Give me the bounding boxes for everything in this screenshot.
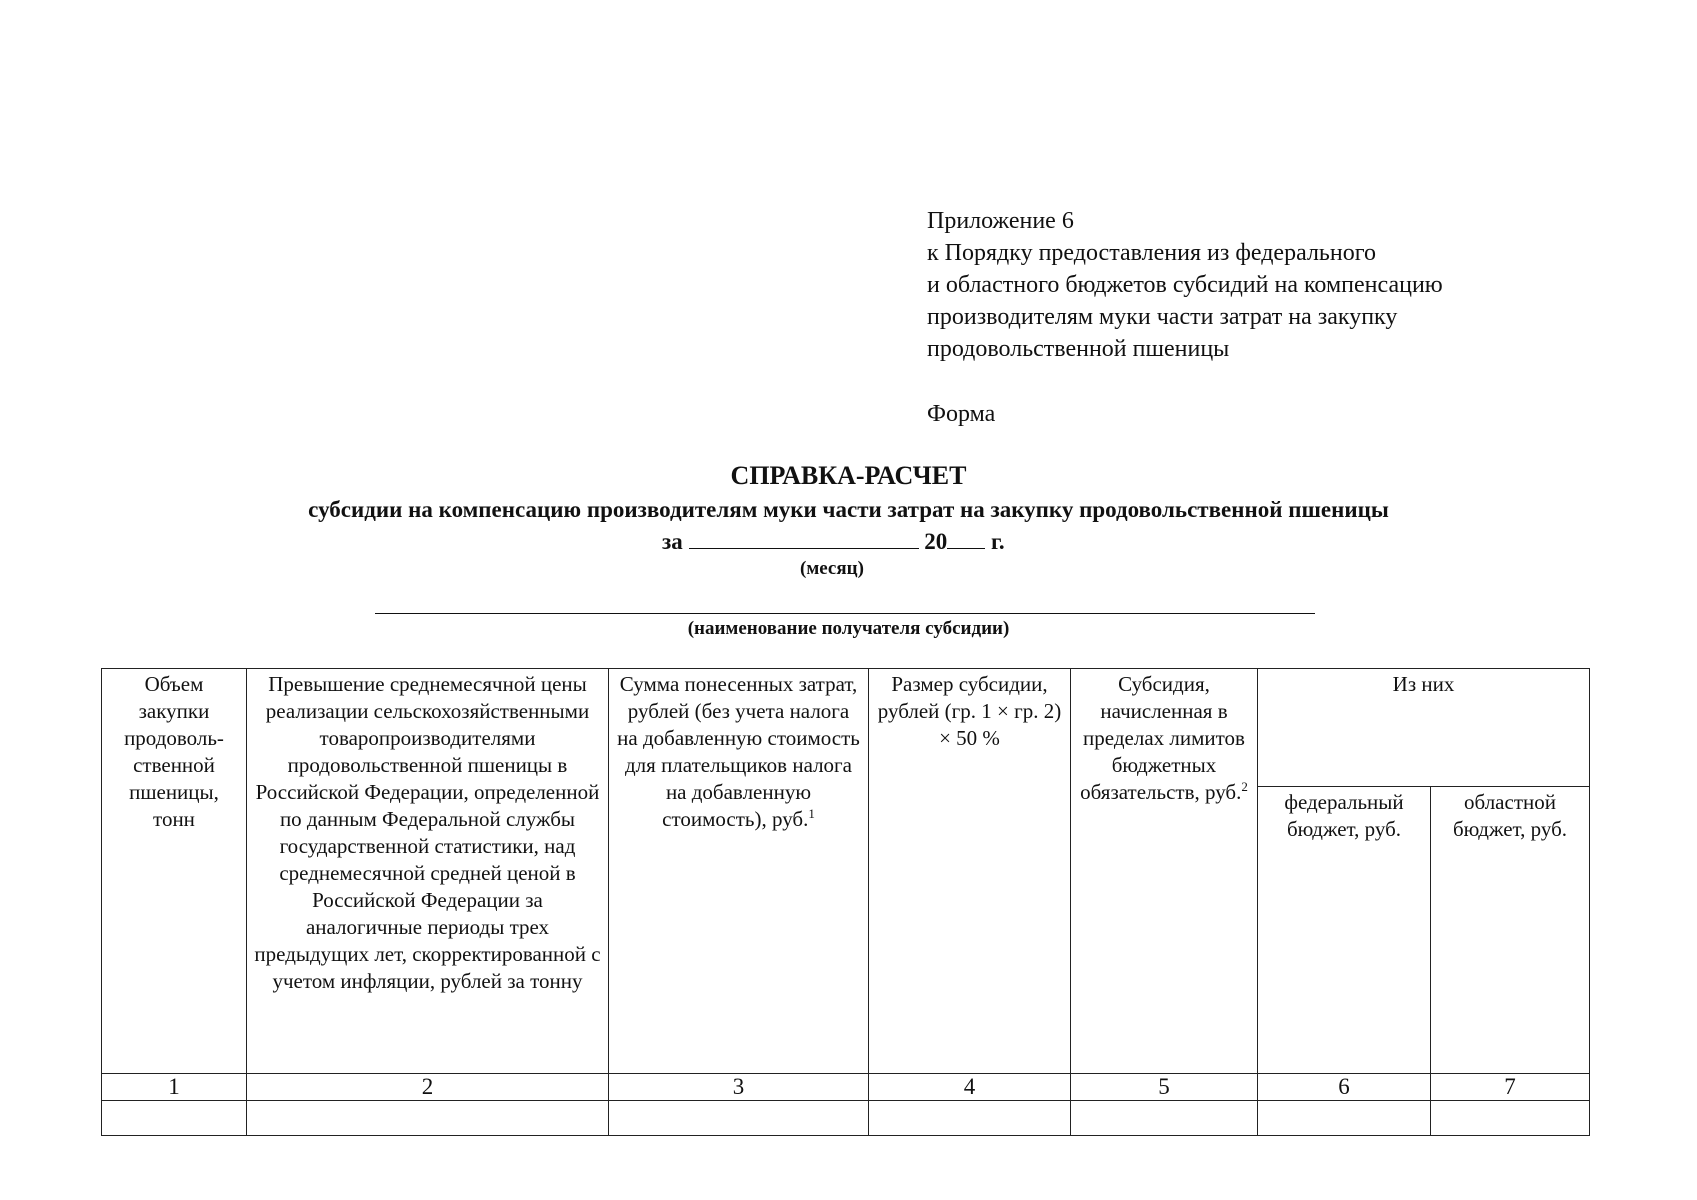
header-group-of-which: Из них [1258, 669, 1590, 787]
appendix-line: к Порядку предоставления из федерального [927, 240, 1376, 266]
recipient-blank[interactable] [375, 613, 1315, 614]
header-col-5-text: Субсидия, начисленная в пределах лимитов бюджетных обязательств, руб. [1080, 672, 1245, 804]
appendix-line: Приложение 6 [927, 208, 1074, 234]
column-numbers-row [102, 1074, 1590, 1101]
appendix-header [927, 205, 1443, 365]
period-prefix: за [662, 529, 683, 554]
column-number: 4 [869, 1074, 1071, 1101]
footnote-mark-2: 2 [1241, 779, 1248, 794]
period-line [662, 526, 1005, 557]
header-col-7: областной бюджет, руб. [1431, 787, 1590, 1074]
entry-cell[interactable] [1431, 1101, 1590, 1136]
header-col-3 [609, 669, 869, 1074]
year-blank[interactable] [947, 526, 985, 549]
footnote-mark-1: 1 [808, 806, 815, 821]
column-number: 2 [247, 1074, 609, 1101]
entry-cell[interactable] [1258, 1101, 1431, 1136]
data-entry-row [102, 1101, 1590, 1136]
entry-cell[interactable] [247, 1101, 609, 1136]
calculation-table [101, 668, 1590, 1136]
entry-cell[interactable] [609, 1101, 869, 1136]
column-number: 1 [102, 1074, 247, 1101]
document-subtitle: субсидии на компенсацию производителям муки части затрат на закупку продовольственной пшеницы [308, 497, 1389, 522]
column-number: 7 [1431, 1074, 1590, 1101]
year-prefix: 20 [924, 529, 948, 554]
header-col-1: Объем закупки продоволь-ственной пшеницы, тонн [102, 669, 247, 1074]
entry-cell[interactable] [102, 1101, 247, 1136]
header-col-6: федеральный бюджет, руб. [1258, 787, 1431, 1074]
appendix-line: производителям муки части затрат на закупку [927, 304, 1398, 330]
period-suffix: г. [991, 529, 1005, 554]
month-blank[interactable] [689, 526, 919, 549]
entry-cell[interactable] [1071, 1101, 1258, 1136]
column-number: 3 [609, 1074, 869, 1101]
appendix-line: продовольственной пшеницы [927, 336, 1230, 362]
document-title: СПРАВКА-РАСЧЕТ [730, 461, 967, 490]
month-caption: (месяц) [800, 558, 864, 579]
column-number: 6 [1258, 1074, 1431, 1101]
recipient-caption: (наименование получателя субсидии) [687, 618, 1010, 639]
column-number: 5 [1071, 1074, 1258, 1101]
header-col-4: Размер субсидии, рублей (гр. 1 × гр. 2) × 50 % [869, 669, 1071, 1074]
entry-cell[interactable] [869, 1101, 1071, 1136]
header-col-5 [1071, 669, 1258, 1074]
header-col-3-text: Сумма понесенных затрат, рублей (без учета налога на добавленную стоимость для плательщиков налога на добавленную стоимость), руб. [617, 672, 860, 831]
form-label: Форма [927, 401, 996, 427]
header-col-2: Превышение среднемесячной цены реализации сельскохозяйственными товаропроизводителями продовольственной пшеницы в Российской Федерации, определенной по данным Федеральной службы государственной статистики, над среднемесячной средней ценой в Российской Федерации за аналогичные периоды трех предыдущих лет, скорректированной с учетом инфляции, рублей за тонну [247, 669, 609, 1074]
appendix-line: и областного бюджетов субсидий на компенсацию [927, 272, 1443, 298]
